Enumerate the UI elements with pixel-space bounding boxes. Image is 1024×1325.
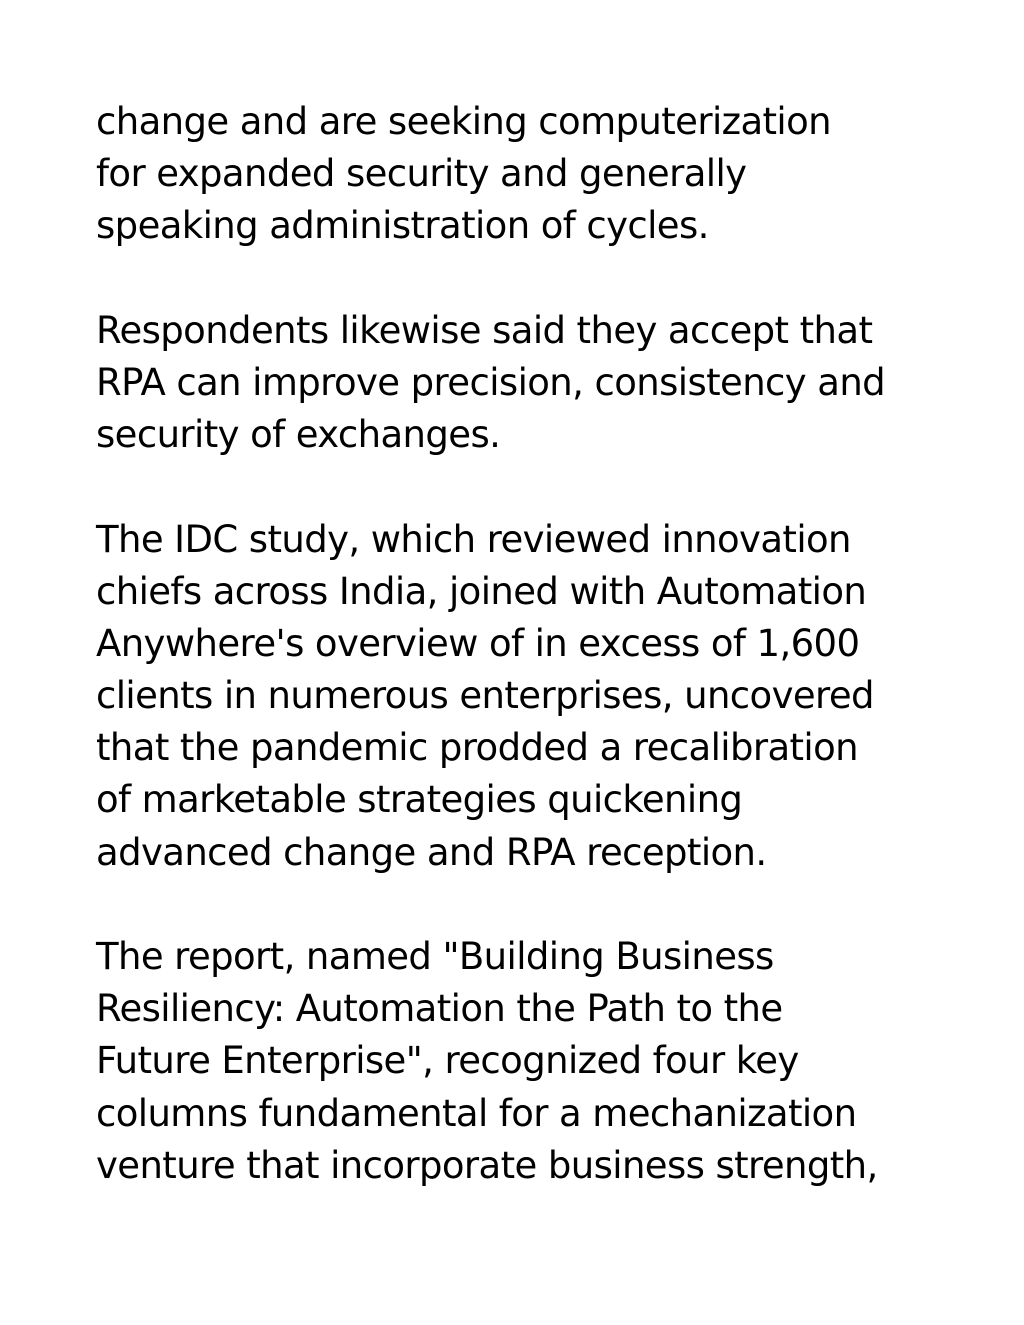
paragraph-4 bbox=[96, 931, 956, 1192]
text-line: security of exchanges. bbox=[96, 413, 501, 457]
text-line: chiefs across India, joined with Automation bbox=[96, 569, 867, 613]
text-line: Respondents likewise said they accept that bbox=[96, 308, 873, 352]
text-line: The IDC study, which reviewed innovation bbox=[96, 517, 851, 561]
paragraph-1 bbox=[96, 96, 956, 253]
document-page bbox=[96, 96, 956, 1244]
text-line: speaking administration of cycles. bbox=[96, 204, 709, 248]
text-line: Anywhere's overview of in excess of 1,600 bbox=[96, 621, 860, 665]
paragraph-3 bbox=[96, 514, 956, 879]
text-line: The report, named "Building Business bbox=[96, 935, 774, 978]
text-line: for expanded security and generally bbox=[96, 152, 747, 196]
text-line: RPA can improve precision, consistency and bbox=[96, 360, 886, 404]
paragraph-2 bbox=[96, 305, 956, 462]
text-line: clients in numerous enterprises, uncovered bbox=[96, 674, 874, 718]
text-line: change and are seeking computerization bbox=[96, 100, 831, 143]
text-line: columns fundamental for a mechanization bbox=[96, 1091, 857, 1135]
text-line: of marketable strategies quickening bbox=[96, 778, 743, 822]
text-line: Resiliency: Automation the Path to the bbox=[96, 987, 783, 1031]
text-line: that the pandemic prodded a recalibration bbox=[96, 726, 858, 770]
text-line: venture that incorporate business strength, bbox=[96, 1143, 878, 1187]
text-line: Future Enterprise", recognized four key bbox=[96, 1039, 799, 1083]
text-line: advanced change and RPA reception. bbox=[96, 830, 767, 874]
